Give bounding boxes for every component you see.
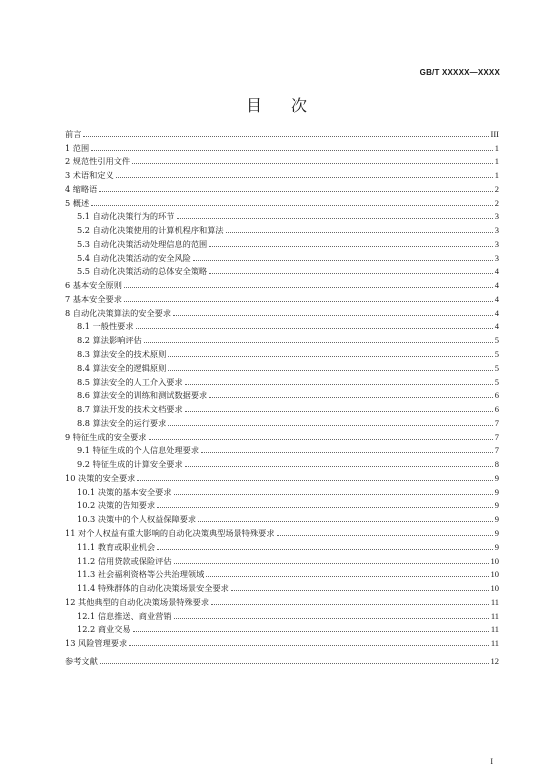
toc-entry-page: 3 <box>494 225 499 236</box>
toc-entry-page: 8 <box>494 459 499 470</box>
toc-entry[interactable] <box>65 359 499 373</box>
dot-leader <box>116 176 493 178</box>
dot-leader <box>91 204 493 206</box>
toc-entry[interactable] <box>65 373 499 387</box>
toc-entry[interactable] <box>65 552 499 566</box>
dot-leader <box>99 190 492 192</box>
toc-entry-label: 2 规范性引用文件 <box>65 156 131 167</box>
toc-entry[interactable] <box>65 263 499 277</box>
toc-entry-label: 12 其他典型的自动化决策场景特殊要求 <box>65 596 210 607</box>
toc-entry[interactable] <box>65 455 499 469</box>
toc-entry-label: 5.5 自动化决策活动的总体安全策略 <box>77 266 208 277</box>
page-title: 目 次 <box>245 96 320 115</box>
toc-entry-page: 1 <box>494 170 499 181</box>
toc-entry[interactable] <box>65 194 499 208</box>
toc-entry[interactable] <box>65 497 499 511</box>
standard-code: GB/T XXXXX—XXXX <box>419 68 500 77</box>
toc-entry-label: 8.6 算法安全的训练和测试数据要求 <box>77 390 208 401</box>
dot-leader <box>137 479 492 481</box>
toc-entry-page: 10 <box>490 555 499 566</box>
dot-leader <box>173 314 493 316</box>
toc-entry-label: 参考文献 <box>65 655 98 666</box>
dot-leader <box>174 562 489 564</box>
toc-entry[interactable] <box>65 634 499 648</box>
toc-entry-page: 7 <box>494 431 499 442</box>
toc-entry-page: 6 <box>494 390 499 401</box>
toc-entry-page: 3 <box>494 211 499 222</box>
dot-leader <box>209 396 493 398</box>
toc-entry-label: 10.2 决策的告知要求 <box>77 500 156 511</box>
toc-entry-label: 7 基本安全要求 <box>65 293 122 304</box>
dot-leader <box>149 438 493 440</box>
toc-entry[interactable] <box>65 483 499 497</box>
toc-entry[interactable] <box>65 276 499 290</box>
toc-entry-page: 9 <box>494 527 499 538</box>
dot-leader <box>136 327 493 329</box>
toc-entry-label: 5.4 自动化决策活动的安全风险 <box>77 252 191 263</box>
toc-entry-label: 12.2 商业交易 <box>77 624 131 635</box>
dot-leader <box>83 135 488 137</box>
toc-entry-page: 9 <box>494 541 499 552</box>
toc-entry-page: 9 <box>494 500 499 511</box>
toc-entry-page: 4 <box>494 307 499 318</box>
toc-entry-label: 9.2 特征生成的计算安全要求 <box>77 459 183 470</box>
toc-entry-label: 6 基本安全原则 <box>65 280 122 291</box>
toc-entry-label: 10 决策的安全要求 <box>65 472 136 483</box>
toc-entry-label: 8.4 算法安全的逻辑原则 <box>77 362 167 373</box>
dot-leader <box>157 506 493 508</box>
toc-entry-page: 4 <box>494 266 499 277</box>
toc-entry-label: 11 对个人权益有重大影响的自动化决策典型场景特殊要求 <box>65 527 275 538</box>
toc-entry[interactable] <box>65 139 499 153</box>
table-of-contents <box>65 125 499 666</box>
toc-entry[interactable] <box>65 538 499 552</box>
toc-entry-page: 3 <box>494 238 499 249</box>
toc-entry-page: 11 <box>490 638 499 649</box>
toc-entry-page: 3 <box>494 252 499 263</box>
toc-entry-page: 11 <box>490 596 499 607</box>
dot-leader <box>124 300 493 302</box>
toc-entry-label: 9 特征生成的安全要求 <box>65 431 147 442</box>
dot-leader <box>193 259 493 261</box>
toc-entry-label: 8.8 算法安全的运行要求 <box>77 417 167 428</box>
toc-entry[interactable] <box>65 331 499 345</box>
toc-entry[interactable] <box>65 579 499 593</box>
toc-entry-page: 5 <box>494 362 499 373</box>
dot-leader <box>91 149 493 151</box>
toc-entry-label: 前言 <box>65 128 82 139</box>
dot-leader <box>133 630 489 632</box>
dot-leader <box>198 520 493 522</box>
toc-entry-page: 9 <box>494 514 499 525</box>
toc-entry-page: 10 <box>490 583 499 594</box>
dot-leader <box>132 162 493 164</box>
dot-leader <box>144 341 493 343</box>
dot-leader <box>177 217 493 219</box>
toc-entry-page: 11 <box>490 624 499 635</box>
dot-leader <box>277 534 493 536</box>
toc-entry-label: 8.3 算法安全的技术原则 <box>77 349 167 360</box>
toc-entry[interactable] <box>65 249 499 263</box>
toc-entry-page: 7 <box>494 417 499 428</box>
toc-entry-page: 2 <box>494 183 499 194</box>
toc-entry-label: 8 自动化决策算法的安全要求 <box>65 307 172 318</box>
toc-entry-page: 6 <box>494 404 499 415</box>
dot-leader <box>185 465 493 467</box>
dot-leader <box>157 548 493 550</box>
toc-entry[interactable] <box>65 652 499 666</box>
dot-leader <box>168 355 492 357</box>
toc-entry-label: 8.1 一般性要求 <box>77 321 134 332</box>
dot-leader <box>226 231 493 233</box>
dot-leader <box>174 493 493 495</box>
toc-entry-label: 3 术语和定义 <box>65 170 114 181</box>
dot-leader <box>174 617 489 619</box>
toc-entry[interactable] <box>65 208 499 222</box>
toc-entry-page: 1 <box>494 142 499 153</box>
dot-leader <box>185 410 493 412</box>
dot-leader <box>231 589 489 591</box>
toc-entry-label: 11.1 教育或职业机会 <box>77 541 156 552</box>
toc-entry[interactable] <box>65 304 499 318</box>
toc-entry-page: 7 <box>494 445 499 456</box>
toc-entry[interactable] <box>65 221 499 235</box>
toc-entry-label: 8.5 算法安全的人工介入要求 <box>77 376 183 387</box>
dot-leader <box>206 575 488 577</box>
toc-entry[interactable] <box>65 414 499 428</box>
toc-entry-page: 4 <box>494 321 499 332</box>
toc-entry[interactable] <box>65 510 499 524</box>
dot-leader <box>209 245 493 247</box>
toc-entry-page: 5 <box>494 349 499 360</box>
dot-leader <box>100 662 489 664</box>
toc-entry[interactable] <box>65 442 499 456</box>
toc-entry-page: 12 <box>490 655 499 666</box>
dot-leader <box>129 644 489 646</box>
toc-entry-label: 11.3 社会福利资格等公共治理领域 <box>77 569 205 580</box>
toc-entry[interactable] <box>65 469 499 483</box>
toc-entry[interactable] <box>65 428 499 442</box>
toc-entry-label: 12.1 信息推送、商业营销 <box>77 610 172 621</box>
toc-entry-label: 5.1 自动化决策行为的环节 <box>77 211 175 222</box>
toc-entry-page: 2 <box>494 197 499 208</box>
dot-leader <box>124 286 493 288</box>
dot-leader <box>185 383 493 385</box>
toc-entry-label: 4 缩略语 <box>65 183 98 194</box>
dot-leader <box>168 369 492 371</box>
toc-entry-page: 5 <box>494 335 499 346</box>
toc-entry-page: 11 <box>490 610 499 621</box>
toc-entry-label: 10.3 决策中的个人权益保障要求 <box>77 514 197 525</box>
toc-entry[interactable] <box>65 290 499 304</box>
dot-leader <box>201 451 493 453</box>
toc-entry-label: 11.2 信用贷款或保险评估 <box>77 555 172 566</box>
dot-leader <box>168 424 492 426</box>
toc-entry[interactable] <box>65 345 499 359</box>
toc-entry-label: 8.7 算法开发的技术文档要求 <box>77 404 183 415</box>
toc-entry[interactable] <box>65 524 499 538</box>
toc-entry[interactable] <box>65 153 499 167</box>
toc-entry[interactable] <box>65 607 499 621</box>
toc-entry-label: 11.4 特殊群体的自动化决策场景安全要求 <box>77 583 229 594</box>
toc-entry-label: 1 范围 <box>65 142 90 153</box>
toc-entry-label: 9.1 特征生成的个人信息处理要求 <box>77 445 200 456</box>
toc-entry[interactable] <box>65 621 499 635</box>
toc-entry-page: 1 <box>494 156 499 167</box>
toc-entry[interactable] <box>65 593 499 607</box>
page-number: I <box>490 757 493 766</box>
toc-entry-label: 5 概述 <box>65 197 90 208</box>
toc-entry-page: 9 <box>494 486 499 497</box>
toc-entry-label: 8.2 算法影响评估 <box>77 335 142 346</box>
toc-entry-page: 10 <box>490 569 499 580</box>
dot-leader <box>211 603 489 605</box>
toc-entry[interactable] <box>65 180 499 194</box>
toc-entry-label: 5.3 自动化决策活动处理信息的范围 <box>77 238 208 249</box>
toc-entry-label: 13 风险管理要求 <box>65 638 128 649</box>
dot-leader <box>209 272 493 274</box>
toc-entry-label: 5.2 自动化决策使用的计算机程序和算法 <box>77 225 224 236</box>
toc-entry-page: 4 <box>494 293 499 304</box>
toc-entry[interactable] <box>65 400 499 414</box>
toc-entry[interactable] <box>65 387 499 401</box>
toc-entry[interactable] <box>65 566 499 580</box>
toc-entry-label: 10.1 决策的基本安全要求 <box>77 486 172 497</box>
toc-entry[interactable] <box>65 166 499 180</box>
toc-entry-page: 4 <box>494 280 499 291</box>
toc-entry[interactable] <box>65 235 499 249</box>
toc-entry-page: 5 <box>494 376 499 387</box>
toc-entry[interactable] <box>65 125 499 139</box>
toc-entry[interactable] <box>65 318 499 332</box>
toc-entry-page: III <box>490 128 499 139</box>
toc-entry-page: 9 <box>494 472 499 483</box>
